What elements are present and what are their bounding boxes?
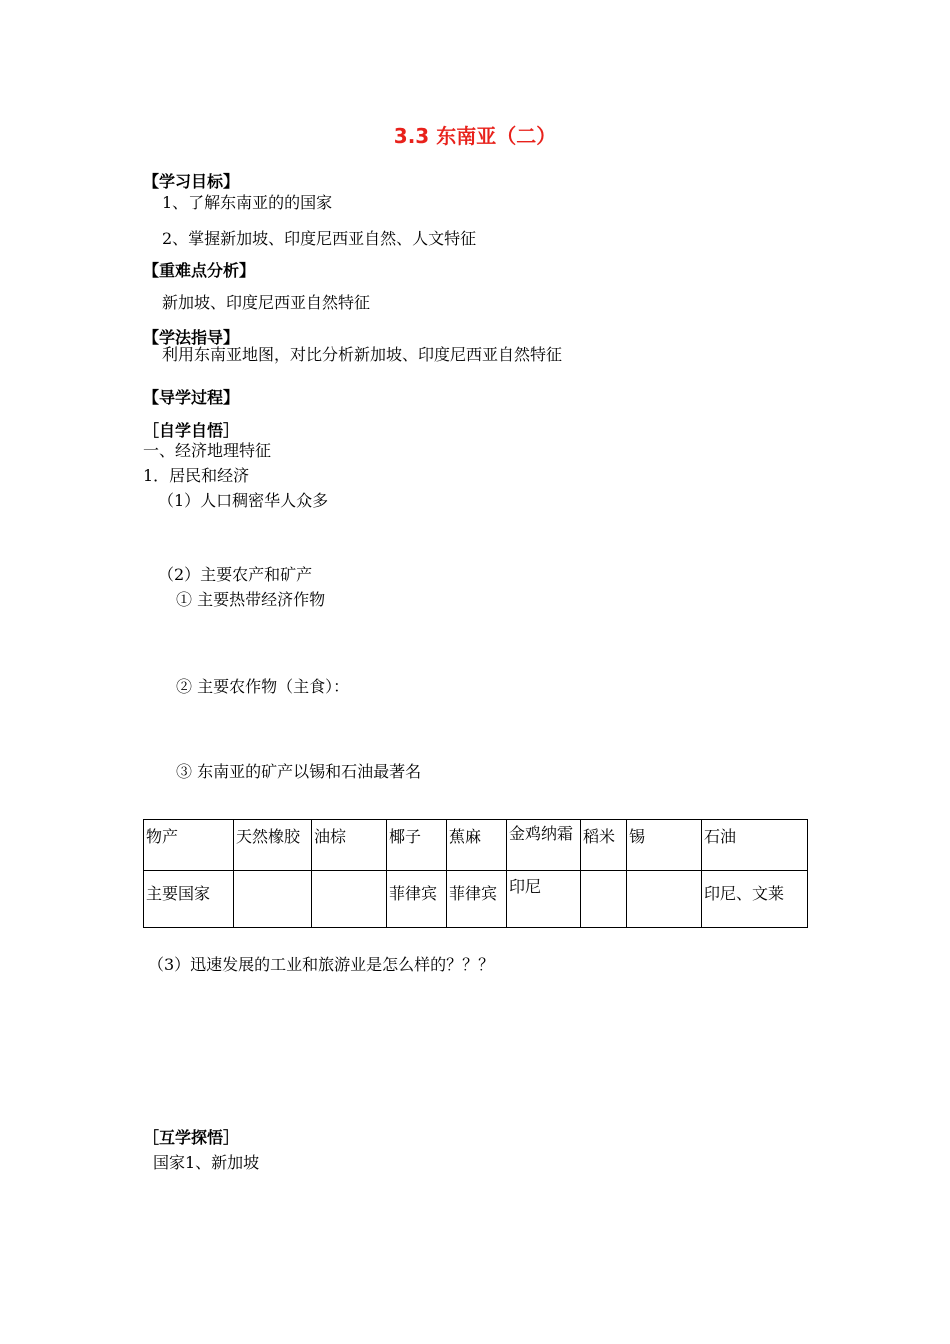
process-heading: 【导学过程】: [143, 388, 240, 407]
method-heading: 【学法指导】: [143, 328, 240, 347]
self-study-heading: ［自学自悟］: [143, 421, 240, 440]
objective-item-2: 2、掌握新加坡、印度尼西亚自然、人文特征: [162, 229, 477, 248]
item-industry-tourism: （3）迅速发展的工业和旅游业是怎么样的？？？: [148, 955, 495, 974]
products-table: [143, 819, 808, 928]
table-cell: 菲律宾: [387, 871, 447, 928]
table-cell: 天然橡胶: [234, 820, 312, 871]
table-cell: 主要国家: [144, 871, 234, 928]
table-cell: 稻米: [581, 820, 627, 871]
table-row-header: [144, 820, 808, 871]
sub-residents-economy: 1．居民和经济: [143, 466, 250, 485]
page-title: 3.3 东南亚（二）: [393, 124, 557, 148]
table-cell: 印尼: [507, 871, 581, 928]
table-cell: [312, 871, 387, 928]
mutual-study-heading: ［互学探悟］: [143, 1128, 240, 1147]
table-cell: [581, 871, 627, 928]
table-cell: 锡: [627, 820, 702, 871]
key-points-text: 新加坡、印度尼西亚自然特征: [162, 293, 371, 312]
table-cell: 印尼、文莱: [702, 871, 808, 928]
item-population: （1）人口稠密华人众多: [158, 491, 329, 510]
table-cell: 菲律宾: [447, 871, 507, 928]
table-cell: 油棕: [312, 820, 387, 871]
objectives-heading: 【学习目标】: [143, 172, 240, 191]
table-cell: 椰子: [387, 820, 447, 871]
table-cell: [627, 871, 702, 928]
section-economic-geography: 一、经济地理特征: [143, 441, 272, 460]
method-text: 利用东南亚地图，对比分析新加坡、印度尼西亚自然特征: [162, 345, 563, 364]
key-points-heading: 【重难点分析】: [143, 261, 256, 280]
country-singapore: 国家1、新加坡: [153, 1153, 260, 1172]
table-cell: 蕉麻: [447, 820, 507, 871]
table-cell: 金鸡纳霜: [507, 820, 581, 871]
item-staple-crops: ② 主要农作物（主食）：: [176, 677, 350, 696]
item-tropical-crops: ① 主要热带经济作物: [176, 590, 326, 609]
item-agriculture-minerals: （2）主要农产和矿产: [158, 565, 313, 584]
table-cell: 物产: [144, 820, 234, 871]
table-row: [144, 871, 808, 928]
item-minerals: ③ 东南亚的矿产以锡和石油最著名: [176, 762, 422, 781]
table-cell: [234, 871, 312, 928]
table-cell: 石油: [702, 820, 808, 871]
objective-item-1: 1、了解东南亚的的国家: [162, 193, 333, 212]
